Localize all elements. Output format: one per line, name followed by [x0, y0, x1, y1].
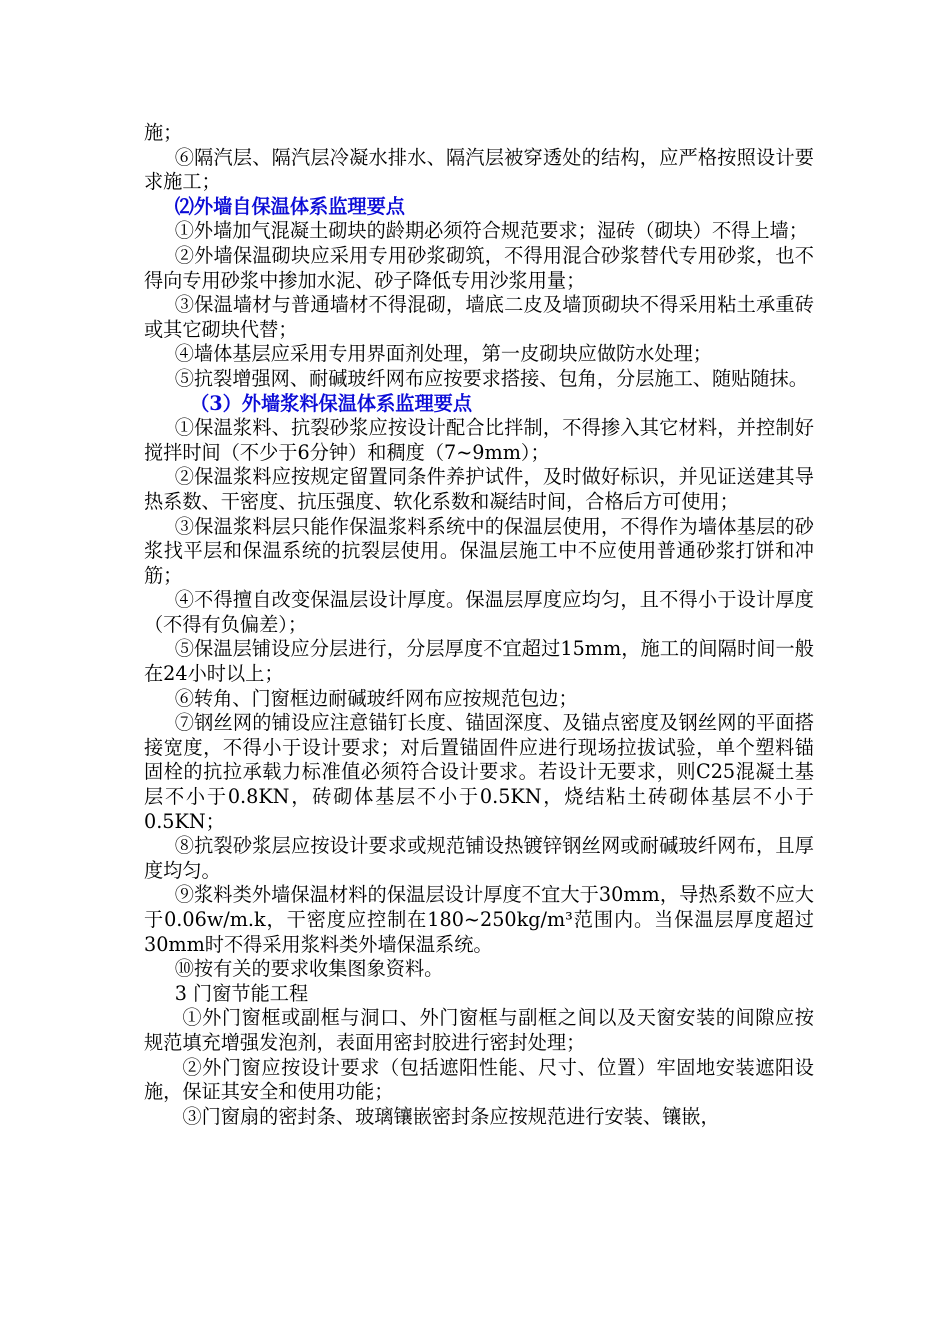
paragraph: ④墙体基层应采用专用界面剂处理，第一皮砌块应做防水处理； — [174, 342, 712, 366]
paragraph: 施； — [144, 121, 183, 144]
paragraph: ④不得擅自改变保温层设计厚度。保温层厚度应均匀，且不得小于设计厚度（不得有负偏差）； — [144, 588, 814, 636]
paragraph: ⑩按有关的要求收集图象资料。 — [174, 957, 444, 981]
paragraph: ①外门窗框或副框与洞口、外门窗框与副框之间以及天窗安装的间隙应按规范填充增强发泡剂，表面用密封胶进行密封处理； — [144, 1006, 814, 1054]
section-heading: （3）外墙浆料保温体系监理要点 — [190, 391, 473, 415]
paragraph: ①外墙加气混凝土砌块的龄期必须符合规范要求；湿砖（砌块）不得上墙； — [174, 219, 808, 243]
paragraph: ①保温浆料、抗裂砂浆应按设计配合比拌制，不得掺入其它材料，并控制好搅拌时间（不少于6分钟）和稠度（7~9mm）； — [144, 416, 814, 464]
paragraph: ⑥转角、门窗框边耐碱玻纤网布应按规范包边； — [174, 686, 578, 710]
section-heading: 3 门窗节能工程 — [174, 981, 309, 1005]
paragraph: ③保温墙材与普通墙材不得混砌，墙底二皮及墙顶砌块不得采用粘土承重砖或其它砌块代替； — [144, 293, 814, 341]
paragraph: ⑥隔汽层、隔汽层冷凝水排水、隔汽层被穿透处的结构，应严格按照设计要求施工； — [144, 145, 814, 194]
paragraph: ②外墙保温砌块应采用专用砂浆砌筑，不得用混合砂浆替代专用砂浆，也不得向专用砂浆中掺加水泥、砂子降低专用沙浆用量； — [144, 243, 814, 292]
section-heading: ⑵外墙自保温体系监理要点 — [174, 194, 405, 218]
paragraph: ③门窗扇的密封条、玻璃镶嵌密封条应按规范进行安装、镶嵌， — [182, 1104, 720, 1128]
paragraph: ③保温浆料层只能作保温浆料系统中的保温层使用，不得作为墙体基层的砂浆找平层和保温系统的抗裂层使用。保温层施工中不应使用普通砂浆打饼和冲筋； — [144, 514, 814, 587]
paragraph: ⑧抗裂砂浆层应按设计要求或规范铺设热镀锌钢丝网或耐碱玻纤网布，且厚度均匀。 — [144, 834, 814, 882]
paragraph: ⑤保温层铺设应分层进行，分层厚度不宜超过15mm，施工的间隔时间一般在24小时以上； — [144, 637, 814, 686]
paragraph: ②保温浆料应按规定留置同条件养护试件，及时做好标识，并见证送建其导热系数、干密度、抗压强度、软化系数和凝结时间，合格后方可使用； — [144, 465, 814, 513]
paragraph: ⑤抗裂增强网、耐碱玻纤网布应按要求搭接、包角，分层施工、随贴随抹。 — [174, 366, 808, 390]
paragraph: ②外门窗应按设计要求（包括遮阳性能、尺寸、位置）牢固地安装遮阳设施，保证其安全和使用功能； — [144, 1055, 814, 1104]
paragraph: ⑨浆料类外墙保温材料的保温层设计厚度不宜大于30mm，导热系数不应大于0.06w/m.k，干密度应控制在180~250kg/m³范围内。当保温层厚度超过30mm时不得采用浆料类外墙保温系统。 — [144, 883, 814, 956]
paragraph: ⑦钢丝网的铺设应注意锚钉长度、锚固深度、及锚点密度及钢丝网的平面搭接宽度，不得小于设计要求；对后置锚固件应进行现场拉拔试验，单个塑料锚固栓的抗拉承载力标准值必须符合设计要求。若设计无要求，则C25混凝土基层不小于0.8KN，砖砌体基层不小于0.5KN，烧结粘土砖砌体基层不小于0.5KN； — [144, 711, 814, 833]
document-body — [144, 121, 814, 1129]
